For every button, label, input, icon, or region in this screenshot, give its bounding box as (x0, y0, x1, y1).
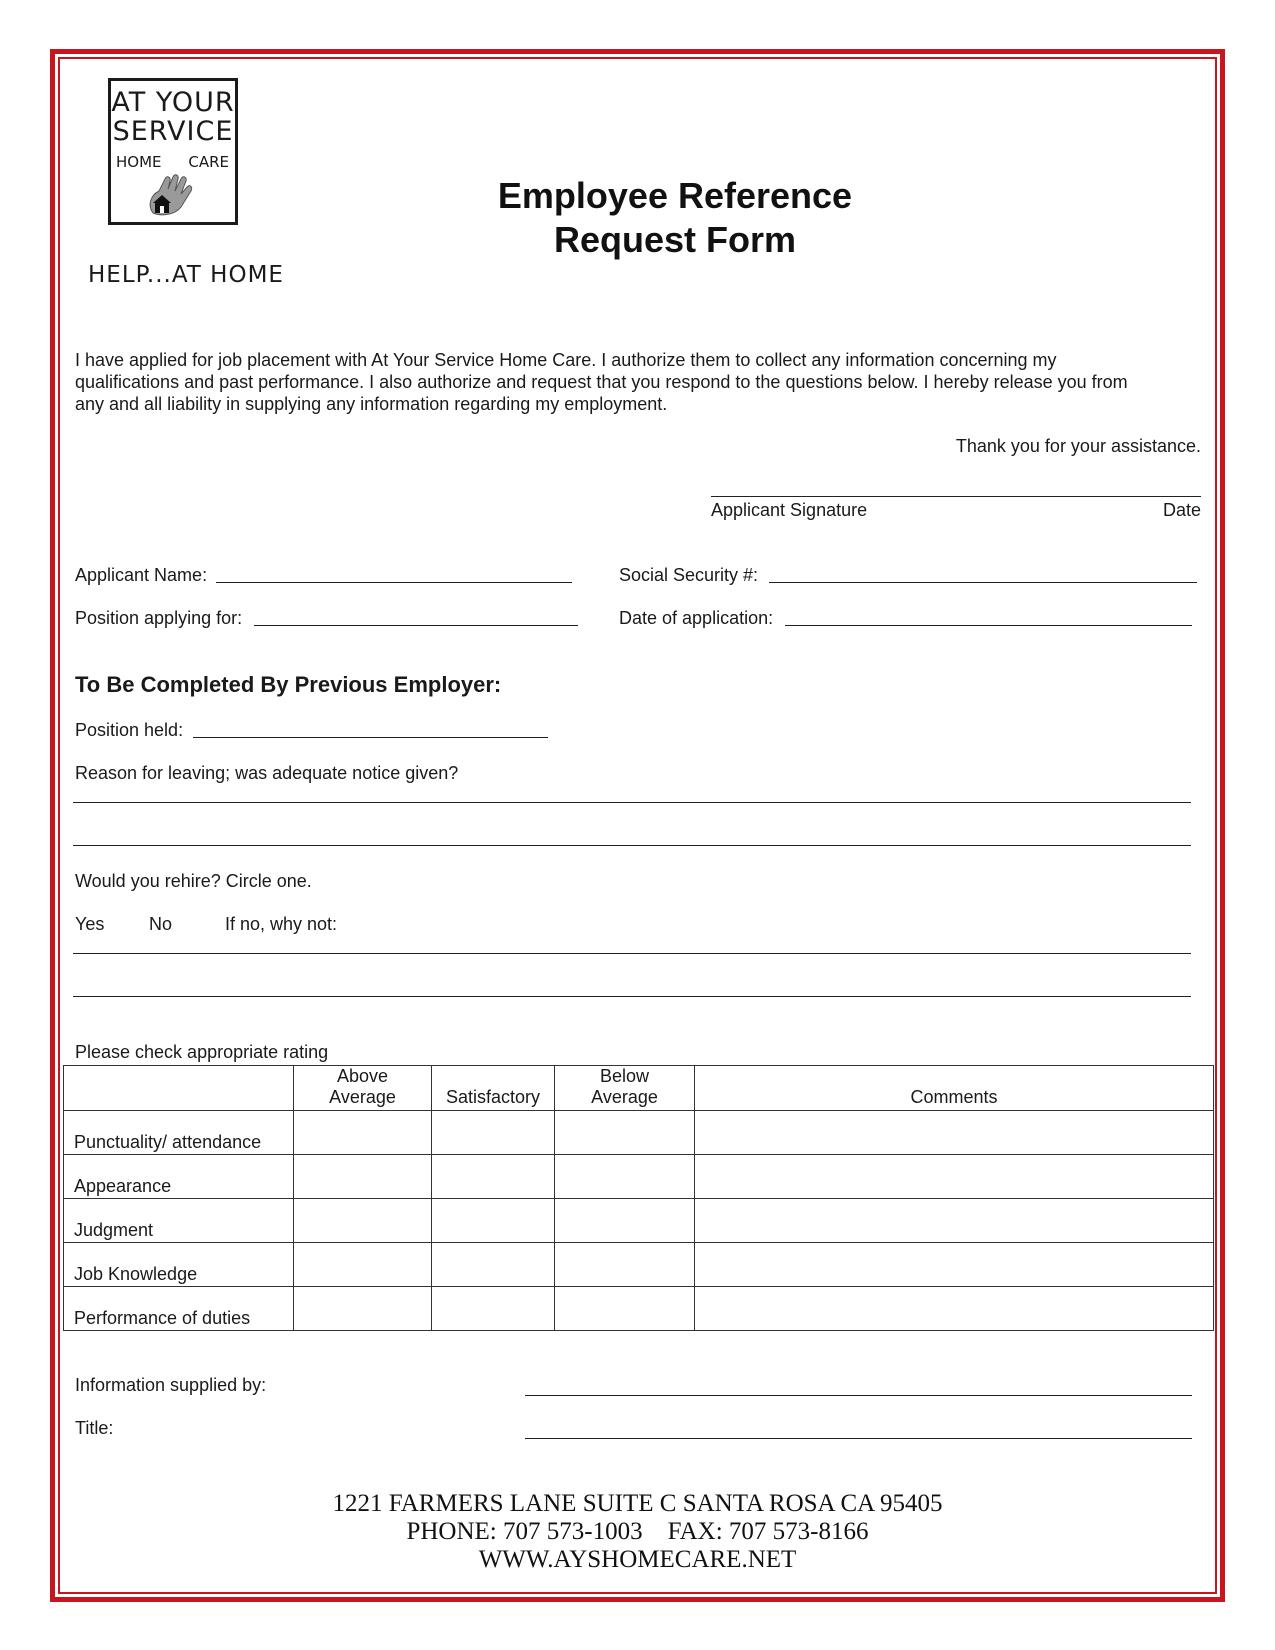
position-applying-label: Position applying for: (75, 608, 243, 628)
rehire-yes-option[interactable]: Yes (75, 914, 105, 934)
header-above-average (294, 1066, 432, 1111)
logo-line-3a: HOME (116, 153, 162, 171)
above-average-checkbox[interactable] (294, 1199, 432, 1243)
date-of-application-label: Date of application: (619, 608, 774, 628)
footer-address: 1221 FARMERS LANE SUITE C SANTA ROSA CA 95405 (332, 1490, 943, 1517)
header-comments (695, 1066, 1214, 1111)
above-average-checkbox[interactable] (294, 1155, 432, 1199)
hand-house-icon (143, 169, 203, 219)
title-field[interactable] (525, 1438, 1192, 1439)
reason-for-leaving-label: Reason for leaving; was adequate notice given? (75, 763, 459, 783)
comments-cell[interactable] (695, 1199, 1214, 1243)
header-above-line-1: Above (336, 1066, 389, 1086)
signature-date-label: Date (1162, 500, 1201, 520)
thank-you-text: Thank you for your assistance. (955, 436, 1201, 456)
header-comments-text: Comments (910, 1087, 998, 1107)
employer-section-heading: To Be Completed By Previous Employer: (75, 672, 502, 697)
reason-line-2[interactable] (73, 845, 1191, 846)
footer-phone-fax: PHONE: 707 573-1003 FAX: 707 573-8166 (406, 1518, 869, 1545)
comments-cell[interactable] (695, 1111, 1214, 1155)
above-average-checkbox[interactable] (294, 1243, 432, 1287)
below-average-checkbox[interactable] (555, 1287, 695, 1331)
header-above-line-2: Average (329, 1087, 396, 1107)
logo-line-2: SERVICE (112, 116, 234, 147)
footer-website[interactable]: WWW.AYSHOMECARE.NET (478, 1546, 797, 1573)
rating-row-label: Judgment (64, 1199, 294, 1243)
logo-line-3b: CARE (188, 153, 229, 171)
above-average-checkbox[interactable] (294, 1111, 432, 1155)
comments-cell[interactable] (695, 1287, 1214, 1331)
position-applying-field[interactable] (254, 625, 578, 626)
company-logo (108, 78, 238, 225)
rating-row (64, 1199, 1214, 1243)
paragraph-line-2: qualifications and past performance. I also authorize and request that you respond to the questions below. I hereby release you from (75, 372, 1128, 392)
supplied-by-field[interactable] (525, 1395, 1192, 1396)
satisfactory-checkbox[interactable] (432, 1243, 555, 1287)
title-label: Title: (75, 1418, 114, 1438)
below-average-checkbox[interactable] (555, 1155, 695, 1199)
form-title (420, 174, 930, 262)
date-of-application-field[interactable] (785, 625, 1192, 626)
comments-cell[interactable] (695, 1243, 1214, 1287)
rating-table (63, 1065, 1214, 1331)
ssn-field[interactable] (769, 582, 1197, 583)
form-title-line-2: Request Form (553, 219, 797, 260)
rating-row-label: Appearance (64, 1155, 294, 1199)
rating-header-blank (64, 1066, 294, 1111)
position-held-field[interactable] (193, 737, 548, 738)
below-average-checkbox[interactable] (555, 1199, 695, 1243)
ssn-label: Social Security #: (619, 565, 759, 585)
rehire-question: Would you rehire? Circle one. (75, 871, 312, 891)
position-held-label: Position held: (75, 720, 184, 740)
paragraph-line-3: any and all liability in supplying any information regarding my employment. (75, 394, 668, 414)
rehire-no-option[interactable]: No (149, 914, 173, 934)
signature-label: Applicant Signature (711, 500, 868, 520)
logo-line-1: AT YOUR (111, 87, 235, 118)
rating-row (64, 1287, 1214, 1331)
authorization-paragraph (75, 349, 1205, 415)
satisfactory-checkbox[interactable] (432, 1111, 555, 1155)
why-not-label: If no, why not: (225, 914, 338, 934)
rating-row-label: Performance of duties (64, 1287, 294, 1331)
rating-row (64, 1111, 1214, 1155)
applicant-name-label: Applicant Name: (75, 565, 208, 585)
comments-cell[interactable] (695, 1155, 1214, 1199)
rating-caption: Please check appropriate rating (75, 1042, 329, 1062)
rating-row-label: Job Knowledge (64, 1243, 294, 1287)
rating-row (64, 1155, 1214, 1199)
signature-line[interactable] (711, 496, 1201, 497)
satisfactory-checkbox[interactable] (432, 1287, 555, 1331)
supplied-by-label: Information supplied by: (75, 1375, 267, 1395)
below-average-checkbox[interactable] (555, 1111, 695, 1155)
paragraph-line-1: I have applied for job placement with At Your Service Home Care. I authorize them to collect any information concerning my (75, 350, 1057, 370)
tagline: HELP...AT HOME (88, 262, 284, 288)
header-satisfactory (432, 1066, 555, 1111)
above-average-checkbox[interactable] (294, 1287, 432, 1331)
header-below-line-1: Below (599, 1066, 650, 1086)
below-average-checkbox[interactable] (555, 1243, 695, 1287)
satisfactory-checkbox[interactable] (432, 1199, 555, 1243)
why-not-line-1[interactable] (73, 953, 1191, 954)
applicant-name-field[interactable] (216, 582, 572, 583)
header-below-line-2: Average (591, 1087, 658, 1107)
header-satisfactory-text: Satisfactory (445, 1087, 541, 1107)
reason-line-1[interactable] (73, 802, 1191, 803)
rating-row-label: Punctuality/ attendance (64, 1111, 294, 1155)
rating-row (64, 1243, 1214, 1287)
rating-header-row (64, 1066, 1214, 1111)
satisfactory-checkbox[interactable] (432, 1155, 555, 1199)
form-title-line-1: Employee Reference (497, 175, 853, 216)
why-not-line-2[interactable] (73, 996, 1191, 997)
header-below-average (555, 1066, 695, 1111)
